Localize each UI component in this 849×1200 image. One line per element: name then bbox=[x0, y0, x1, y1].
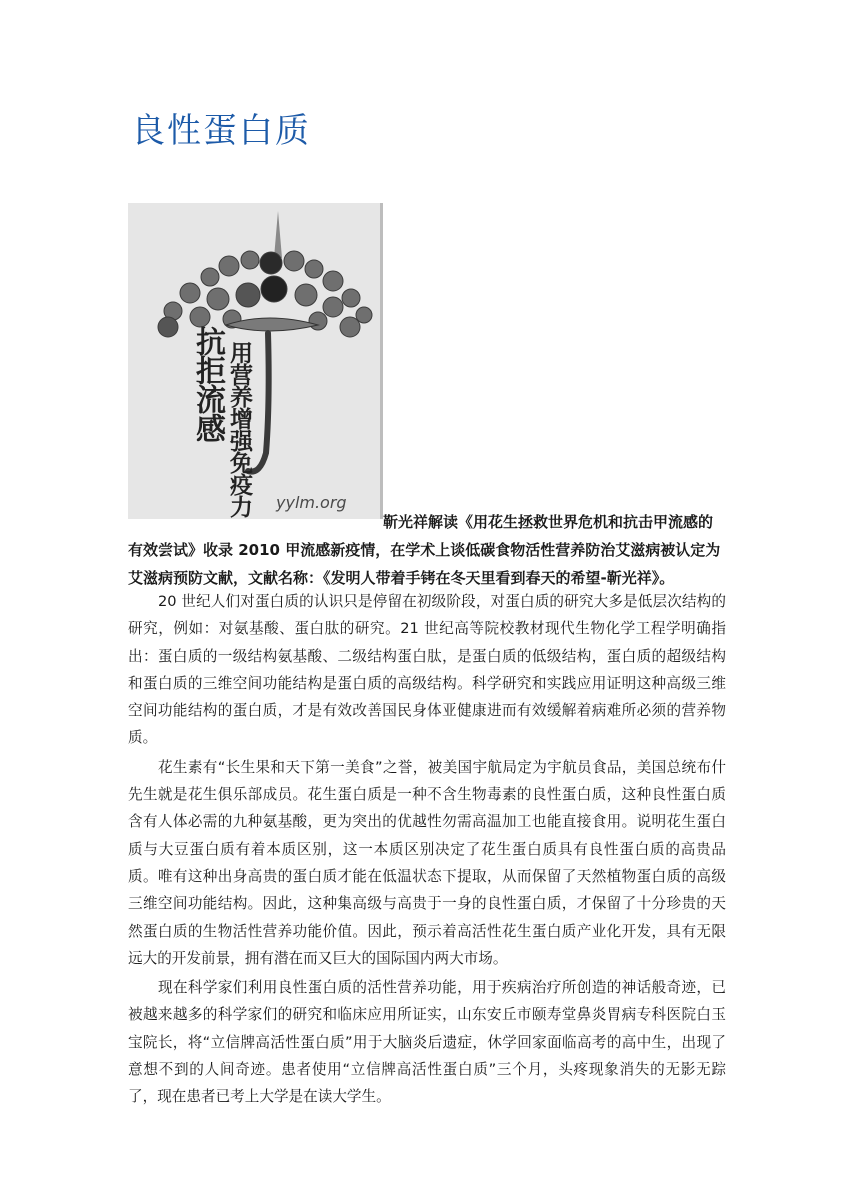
page-title: 良性蛋白质 bbox=[131, 111, 311, 151]
caption-line-1: 靳光祥解读《用花生拯救世界危机和抗击甲流感的 bbox=[383, 513, 714, 531]
figure-heading: 抗拒流感 bbox=[190, 326, 225, 442]
caption-rest: 有效尝试》收录 2010 甲流感新疫情，在学术上谈低碳食物活性营养防治艾滋病被认定为艾滋病预防文献，文献名称：《发明人带着手铐在冬天里看到春天的希望-靳光祥》。 bbox=[128, 541, 721, 587]
umbrella-tip-icon bbox=[274, 211, 282, 258]
figure-caption bbox=[128, 508, 728, 592]
paragraph: 20 世纪人们对蛋白质的认识只是停留在初级阶段，对蛋白质的研究大多是低层次结构的研究，例如：对氨基酸、蛋白肽的研究。21 世纪高等院校教材现代生物化学工程学明确指出：蛋白质的一级结构氨基酸、二级结构蛋白肽，是蛋白质的低级结构，蛋白质的超级结构和蛋白质的三维空间功能结构是蛋白质的高级结构。科学研究和实践应用证明这种高级三维空间功能结构的蛋白质，才是有效改善国民身体亚健康进而有效缓解着病难所必须的营养物质。 bbox=[128, 593, 726, 747]
paragraph: 现在科学家们利用良性蛋白质的活性营养功能，用于疾病治疗所创造的神话般奇迹，已被越来越多的科学家们的研究和临床应用所证实，山东安丘市颐寿堂鼻炎胃病专科医院白玉宝院长，将“立信牌高活性蛋白质”用于大脑炎后遗症，休学回家面临高考的高中生，出现了意想不到的人间奇迹。患者使用“立信牌高活性蛋白质”三个月，头疼现象消失的无影无踪了，现在患者已考上大学是在读大学生。 bbox=[128, 979, 726, 1106]
article-body bbox=[128, 588, 726, 1113]
figure-subheading: 用营养增强免疫力 bbox=[226, 341, 253, 517]
umbrella-illustration bbox=[128, 203, 380, 519]
figure-watermark: yylm.org bbox=[276, 493, 347, 512]
article-figure bbox=[128, 203, 383, 519]
paragraph: 花生素有“长生果和天下第一美食”之誉，被美国宇航局定为宇航员食品，美国总统布什先生就是花生俱乐部成员。花生蛋白质是一种不含生物毒素的良性蛋白质，这种良性蛋白质含有人体必需的九种氨基酸，更为突出的优越性勿需高温加工也能直接食用。说明花生蛋白质与大豆蛋白质有着本质区别，这一本质区别决定了花生蛋白质具有良性蛋白质的高贵品质。唯有这种出身高贵的蛋白质才能在低温状态下提取，从而保留了天然植物蛋白质的高级三维空间功能结构。因此，这种集高级与高贵于一身的良性蛋白质，才保留了十分珍贵的天然蛋白质的生物活性营养功能价值。因此，预示着高活性花生蛋白质产业化开发，具有无限远大的开发前景，拥有潜在而又巨大的国际国内两大市场。 bbox=[128, 758, 726, 967]
